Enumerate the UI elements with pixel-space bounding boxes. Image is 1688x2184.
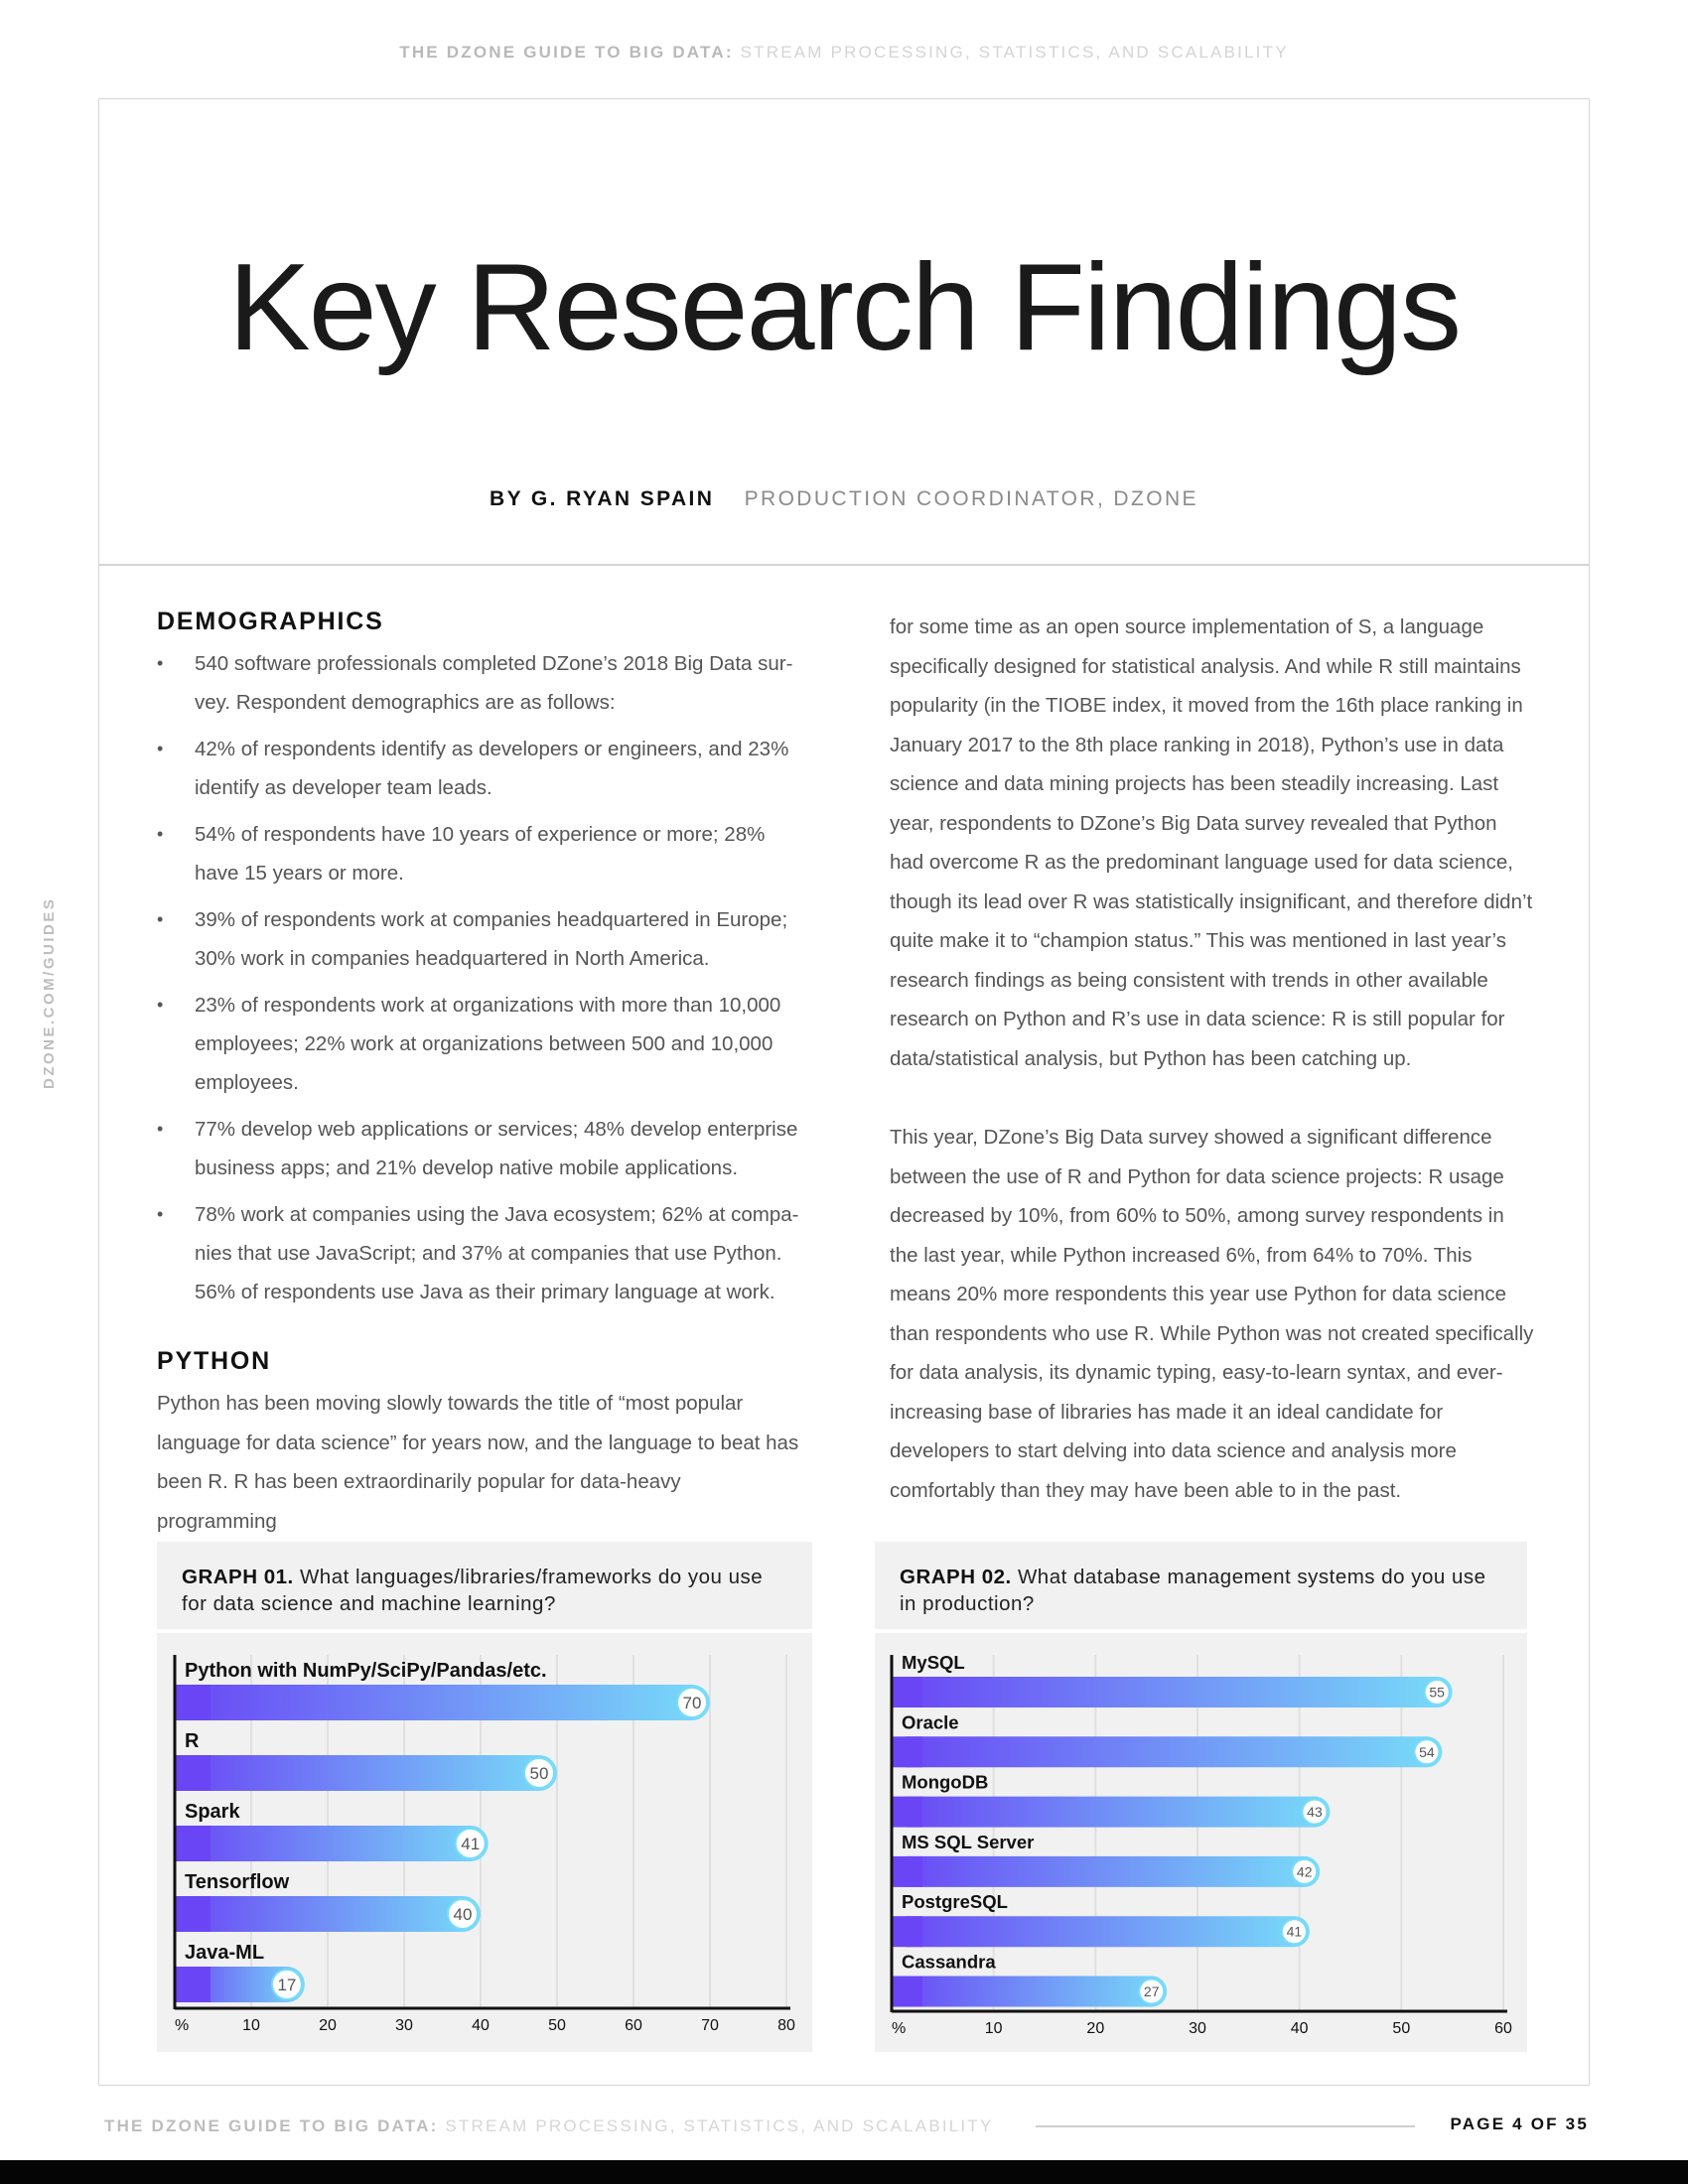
x-tick-label: 20 [1086,2020,1105,2037]
bar-label: MySQL [902,1652,965,1673]
bar [175,1896,481,1932]
bar-label: Oracle [902,1711,959,1733]
bar-base [175,1826,211,1861]
bar [892,1977,1167,2007]
header-guide-title: THE DZONE GUIDE TO BIG DATA: [399,43,734,62]
bar-value-label: 70 [682,1694,702,1713]
bar [892,1736,1442,1767]
graph-02-question: What database management systems do you use in production? [900,1566,1486,1615]
demographics-heading: DEMOGRAPHICS [157,608,384,635]
page-number: PAGE 4 OF 35 [1450,2115,1589,2133]
left-column [157,608,802,1541]
x-axis-unit-label: % [892,2020,907,2037]
bar-base [175,1896,211,1932]
bar-label: MongoDB [902,1771,989,1793]
bar-value-label: 41 [1286,1923,1303,1940]
graph-01-question: What languages/libraries/frameworks do you use for data science and machine learning? [182,1566,764,1615]
footer-guide-light: STREAM PROCESSING, STATISTICS, AND SCALABILITY [445,2116,994,2135]
bar-label: MS SQL Server [902,1831,1035,1852]
bar-base [175,1685,211,1720]
x-tick-label: 40 [1290,2020,1309,2037]
graph-01-body [157,1637,812,2052]
x-tick-label: 60 [1494,2020,1512,2037]
bar-base [892,1916,922,1947]
bar [892,1856,1320,1887]
bottom-bar [0,2160,1688,2184]
bar-label: Java-ML [185,1942,265,1964]
page-title: Key Research Findings [228,239,1460,376]
graph-01-header [157,1542,812,1633]
x-tick-label: 10 [984,2020,1003,2037]
python-heading: PYTHON [157,1347,271,1375]
bar-value-label: 27 [1143,1983,1160,2000]
right-column [890,608,1535,1510]
bar-label: PostgreSQL [902,1891,1008,1913]
x-tick-label: 80 [777,2017,795,2034]
list-item: • 540 software professionals completed DZone’s 2018 Big Data sur- vey. Respondent demographics are as follows: [157,644,802,722]
bar-base [892,1856,922,1887]
bar-value-label: 41 [461,1835,481,1854]
x-tick-label: 10 [242,2017,260,2034]
bar-label: Python with NumPy/SciPy/Pandas/etc. [185,1660,547,1682]
x-tick-label: 30 [1189,2020,1206,2037]
bar-value-label: 55 [1429,1684,1445,1701]
python-paragraph-3: This year, DZone’s Big Data survey showed a significant difference between the use of R and Python for data science projects: R usage decreased by 10%, from 60% to 50%, among survey respondents in the last year, while Python increased 6%, from 64% to 70%. This means 20% more respondents this year use Python for data science than respondents who use R. While Python was not created specifically for data analysis, its dynamic typing, easy-to-learn syntax, and ever-increasing base of libraries has made it an ideal candidate for developers to start delving into data science and analysis more comfortably than they may have been able to in the past. [890,1126,1534,1502]
list-item: • 78% work at companies using the Java ecosystem; 62% at compa- nies that use JavaScript; and 37% at companies that use Python. 56% of respondents use Java as their primary language at work. [157,1195,802,1311]
bar [175,1826,489,1861]
x-tick-label: 70 [701,2017,719,2034]
graph-02-label: GRAPH 02. [900,1566,1012,1588]
x-tick-label: 60 [625,2017,642,2034]
bar [892,1916,1310,1947]
list-item: • 39% of respondents work at companies headquartered in Europe; 30% work in companies headquartered in North America. [157,900,802,978]
bar-base [175,1967,211,2002]
bar-value-label: 54 [1419,1743,1435,1760]
bar-value-label: 42 [1296,1863,1313,1880]
x-tick-label: 30 [395,2017,413,2034]
footer-rule [1036,2125,1415,2127]
side-url-label: DZONE.COM/GUIDES [41,896,58,1089]
list-item: • 42% of respondents identify as developers or engineers, and 23% identify as developer team leads. [157,730,802,807]
author-name: BY G. RYAN SPAIN [490,487,715,510]
list-item: • 54% of respondents have 10 years of experience or more; 28% have 15 years or more. [157,815,802,892]
bar-label: Spark [185,1801,240,1823]
bar-base [892,1977,922,2007]
header-guide-subtitle: STREAM PROCESSING, STATISTICS, AND SCALABILITY [740,43,1289,62]
list-item: • 23% of respondents work at organizations with more than 10,000 employees; 22% work at organizations between 500 and 10,000 employees. [157,986,802,1102]
bar-value-label: 40 [453,1905,473,1925]
list-item: • 77% develop web applications or services; 48% develop enterprise business apps; and 21% develop native mobile applications. [157,1110,802,1187]
python-paragraph-2: for some time as an open source implementation of S, a language specifically designed for statistical analysis. And while R still maintains popularity (in the TIOBE index, it moved from the 16th place ranking in January 2017 to the 8th place ranking in 2018), Python’s use in data science and data mining projects has been steadily increasing. Last year, respondents to DZone’s Big Data survey revealed that Python had overcome R as the predominant language used for data science, though its lead over R was statistically insignificant, and therefore didn’t quite make it to “champion status.” This was mentioned in last year’s research findings as being consistent with trends in other available research on Python and R’s use in data science: R is still popular for data/statistical analysis, but Python has been catching up. [890,615,1533,1070]
bar-base [892,1677,922,1707]
graph-02-header [875,1542,1527,1633]
bar-label: Tensorflow [185,1871,290,1893]
title-divider [98,564,1590,566]
bar [892,1677,1453,1707]
byline [98,487,1590,511]
bar [175,1685,710,1720]
graph-01 [157,1542,812,2052]
demographics-list [157,644,802,1311]
graph-02-body [875,1637,1527,2052]
bar-value-label: 50 [529,1764,549,1784]
graph-01-label: GRAPH 01. [182,1566,294,1588]
graph-02-chart [875,1637,1527,2052]
bar-value-label: 17 [277,1976,297,1995]
running-header [0,43,1688,63]
graph-02 [875,1542,1527,2052]
footer-guide-bold: THE DZONE GUIDE TO BIG DATA: [104,2116,439,2135]
bar-label: R [185,1730,200,1752]
bar-value-label: 43 [1307,1804,1323,1821]
bar-base [175,1755,211,1791]
graph-01-chart [157,1637,812,2052]
x-axis-unit-label: % [175,2017,190,2034]
footer-guide-title [104,2116,993,2136]
x-tick-label: 20 [319,2017,337,2034]
bar [175,1755,557,1791]
x-tick-label: 50 [548,2017,566,2034]
bar-base [892,1736,922,1767]
python-paragraph-1: Python has been moving slowly towards the title of “most popular language for data science” for years now, and the language to beat has been R. R has been extraordinarily popular for data-heavy programming [157,1392,799,1533]
bar [892,1797,1330,1828]
author-role: PRODUCTION COORDINATOR, DZONE [744,487,1198,510]
bar-base [892,1797,922,1828]
x-tick-label: 50 [1392,2020,1411,2037]
bar-label: Cassandra [902,1951,996,1973]
x-tick-label: 40 [472,2017,490,2034]
